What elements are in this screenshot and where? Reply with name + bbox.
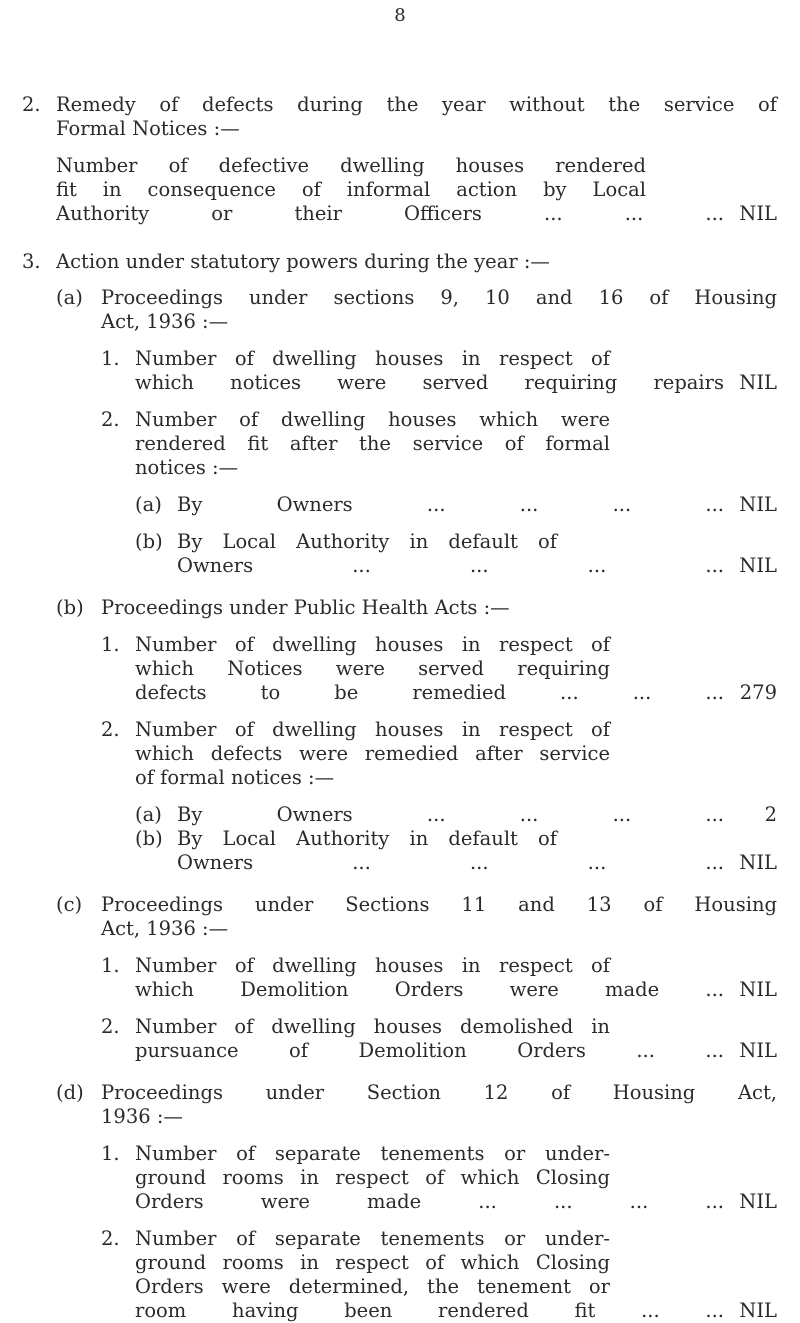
item xyxy=(101,633,777,705)
item-value: NIL xyxy=(739,1039,777,1062)
item-line: Number of dwelling houses in respect of xyxy=(135,633,610,656)
subsection-heading-line: Proceedings under Sections 11 and 13 of Housing xyxy=(101,893,777,916)
item-value: NIL xyxy=(739,1190,777,1213)
sub-item xyxy=(135,803,777,827)
item-line: which Demolition Orders were made ... xyxy=(135,978,724,1001)
section-2 xyxy=(22,93,777,226)
item-number: 1. xyxy=(101,954,120,977)
section-number: 2. xyxy=(22,93,41,116)
item-value: NIL xyxy=(739,1299,777,1322)
item-number: 2. xyxy=(101,1227,120,1250)
item-value: NIL xyxy=(739,371,777,394)
sub-item xyxy=(135,827,777,875)
item-number: 2. xyxy=(101,408,120,431)
section-heading-line: Remedy of defects during the year without the service of xyxy=(56,93,777,116)
sub-item-label: (a) xyxy=(135,493,162,516)
item-line: Number of dwelling houses in respect of xyxy=(135,954,610,977)
subsection-d xyxy=(56,1081,777,1323)
item-line: defects to be remedied ... ... ... xyxy=(135,681,724,704)
item-number: 1. xyxy=(101,347,120,370)
item-line: Number of dwelling houses in respect of xyxy=(135,718,610,741)
subsection-a xyxy=(56,286,777,578)
sub-item-value: NIL xyxy=(739,851,777,874)
item xyxy=(101,718,777,875)
entry-line: Authority or their Officers ... ... ... xyxy=(56,202,724,225)
item-value: 279 xyxy=(739,681,777,704)
item-line: ground rooms in respect of which Closing xyxy=(135,1166,610,1189)
sub-item-text: Owners ... ... ... ... xyxy=(177,554,724,577)
item-number: 1. xyxy=(101,633,120,656)
item-line: Number of dwelling houses which were xyxy=(135,408,610,431)
item-value: NIL xyxy=(739,978,777,1001)
item xyxy=(101,1015,777,1063)
sub-item-text: By Local Authority in default of xyxy=(177,530,557,553)
item-line: which Notices were served requiring xyxy=(135,657,610,680)
sub-item xyxy=(135,493,777,517)
section-number: 3. xyxy=(22,250,41,273)
section-heading-line: Formal Notices :— xyxy=(56,117,240,140)
document-body xyxy=(22,93,777,1323)
sub-item-value: NIL xyxy=(739,554,777,577)
item-line: Orders were made ... ... ... ... xyxy=(135,1190,724,1213)
item-line: rendered fit after the service of formal xyxy=(135,432,610,455)
sub-item-label: (b) xyxy=(135,827,163,850)
subsection-label: (b) xyxy=(56,596,84,619)
section-heading xyxy=(56,93,777,141)
subsection-heading: Proceedings under Public Health Acts :— xyxy=(101,596,510,619)
section-3 xyxy=(22,250,777,1323)
subsection-c xyxy=(56,893,777,1063)
sub-item-label: (b) xyxy=(135,530,163,553)
item-line: of formal notices :— xyxy=(135,766,335,789)
subsection-b xyxy=(56,596,777,875)
subsection-label: (c) xyxy=(56,893,83,916)
item xyxy=(101,1142,777,1214)
sub-item-value: 2 xyxy=(764,803,777,826)
subsection-label: (a) xyxy=(56,286,83,309)
item-line: pursuance of Demolition Orders ... ... xyxy=(135,1039,724,1062)
sub-item-text: By Owners ... ... ... ... xyxy=(177,493,724,516)
item-line: ground rooms in respect of which Closing xyxy=(135,1251,610,1274)
section-heading: Action under statutory powers during the year :— xyxy=(56,250,550,273)
subsection-heading-line: Proceedings under Section 12 of Housing Act, xyxy=(101,1081,777,1104)
subsection-heading-line: Act, 1936 :— xyxy=(101,917,229,940)
item-line: Number of dwelling houses in respect of xyxy=(135,347,610,370)
item-line: Number of dwelling houses demolished in xyxy=(135,1015,610,1038)
sub-item-text: Owners ... ... ... ... xyxy=(177,851,724,874)
item-number: 2. xyxy=(101,718,120,741)
item-line: Number of separate tenements or under- xyxy=(135,1227,610,1250)
item xyxy=(101,347,777,395)
item xyxy=(101,408,777,578)
item-number: 1. xyxy=(101,1142,120,1165)
sub-item-value: NIL xyxy=(739,493,777,516)
subsection-heading-line: Proceedings under sections 9, 10 and 16 of Housing xyxy=(101,286,777,309)
section-2-entry xyxy=(56,154,777,226)
subsection-heading-line: 1936 :— xyxy=(101,1105,183,1128)
subsection-label: (d) xyxy=(56,1081,84,1104)
item-number: 2. xyxy=(101,1015,120,1038)
item xyxy=(101,954,777,1002)
entry-line: fit in consequence of informal action by Local xyxy=(56,178,646,201)
item-line: room having been rendered fit ... ... xyxy=(135,1299,724,1322)
entry-value: NIL xyxy=(739,202,777,225)
item-line: Number of separate tenements or under- xyxy=(135,1142,610,1165)
entry-line: Number of defective dwelling houses rendered xyxy=(56,154,646,177)
sub-item-text: By Owners ... ... ... ... xyxy=(177,803,724,826)
item-line: notices :— xyxy=(135,456,239,479)
item-line: Orders were determined, the tenement or xyxy=(135,1275,610,1298)
item xyxy=(101,1227,777,1323)
subsection-heading-line: Act, 1936 :— xyxy=(101,310,229,333)
sub-item xyxy=(135,530,777,578)
sub-item-label: (a) xyxy=(135,803,162,826)
page-number: 8 xyxy=(394,5,406,26)
sub-item-text: By Local Authority in default of xyxy=(177,827,557,850)
item-line: which notices were served requiring repairs xyxy=(135,371,724,394)
item-line: which defects were remedied after service xyxy=(135,742,610,765)
